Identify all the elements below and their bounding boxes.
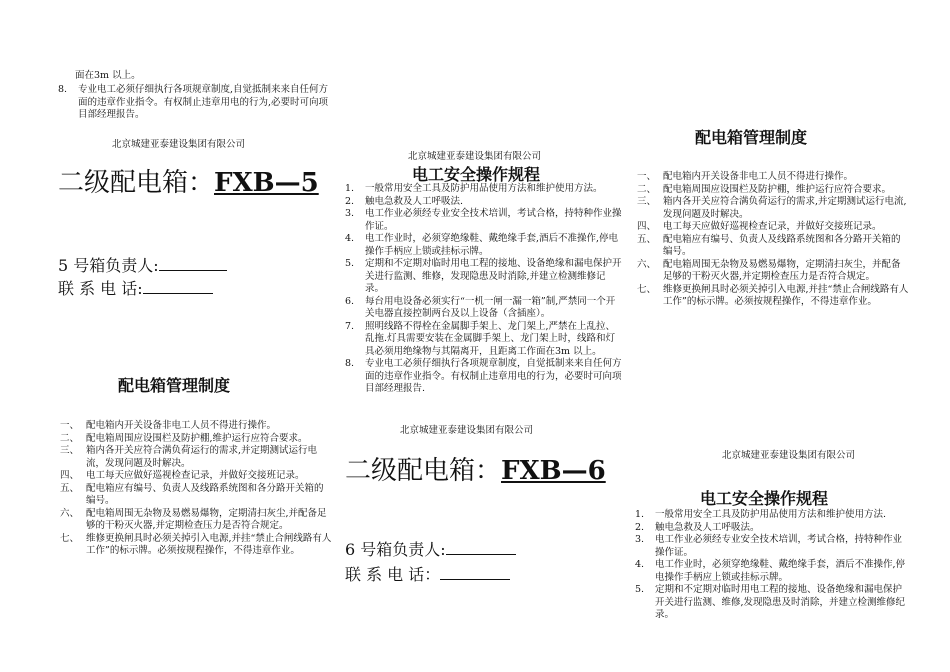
box-code: FXB—6: [501, 456, 606, 486]
list-item: [60, 420, 332, 433]
list-item: [60, 470, 332, 483]
responsible-person-5: [58, 253, 227, 276]
item-text: 箱内各开关应符合满负荷运行的需求,并定期测试运行电流，发现问题及时解决。: [86, 445, 318, 469]
col1-continuation-line: 面在3m 以上。: [75, 70, 141, 81]
col1-mgmt-list: [60, 420, 332, 558]
item-text: 配电箱应有编号、负责人及线路系统图和各分路开关箱的编号。: [663, 233, 901, 257]
col3-rules-list: [635, 509, 907, 622]
item-number: 3.: [635, 534, 645, 545]
item-number: 一、: [60, 420, 80, 431]
list-item: [345, 358, 623, 396]
box-title-fxb6: [345, 450, 606, 487]
list-item: [345, 233, 623, 258]
item-text: 专业电工必须仔细执行各项规章制度，自觉抵制来来自任何方面的违章作业指令。有权制止违章用电的行为，必要时可向项目部经理报告.: [365, 358, 622, 394]
item-text: 配电箱应有编号、负责人及线路系统图和各分路开关箱的编号。: [86, 482, 324, 506]
item-number: 8.: [345, 358, 355, 369]
item-number: 3.: [345, 208, 355, 219]
col1-rules-tail: [58, 84, 336, 122]
item-number: 二、: [637, 183, 657, 195]
item-text: 电工作业必须经专业安全技术培训，考试合格，持特种作业操作证。: [365, 208, 622, 232]
item-number: 三、: [60, 445, 80, 456]
item-number: 四、: [60, 470, 80, 481]
responsible-blank: [159, 256, 227, 271]
item-number: 8.: [58, 84, 68, 95]
phone-label: 联 系 电 话:: [58, 279, 143, 298]
item-text: 配电箱周围无杂物及易燃易爆物，定期清扫灰尘，并配备足够的干粉灭火器,并定期检查压力是否符合规定。: [663, 258, 901, 282]
item-number: 6.: [345, 295, 355, 307]
responsible-label: 5 号箱负责人:: [58, 256, 159, 275]
item-number: 三、: [637, 196, 657, 207]
contact-phone-6: [345, 562, 510, 585]
contact-phone-5: [58, 276, 213, 299]
list-item: [345, 321, 623, 359]
item-text: 配电箱内开关设备非电工人员不得进行操作。: [86, 420, 277, 431]
mgmt-title: 配电箱管理制度: [118, 376, 231, 395]
list-item: [637, 221, 909, 234]
list-item: [635, 559, 907, 584]
item-number: 二、: [60, 432, 80, 444]
item-text: 电工每天应做好巡视检查记录，并做好交接班记录。: [86, 470, 305, 481]
item-text: 照明线路不得栓在金属脚手架上、龙门架上,严禁在上乱拉、乱拖.灯具需要安装在金属脚手架上、龙门架上时，线路和灯具必须用绝缘物与其隔离开，且距离工作面在3m 以上。: [365, 320, 616, 357]
list-item: [637, 196, 909, 221]
list-item: [345, 208, 623, 233]
item-number: 五、: [637, 233, 657, 245]
item-text: 电工作业必须经专业安全技术培训，考试合格，持特种作业操作证。: [655, 534, 903, 558]
item-text: 维修更换闸具时必须关掉引入电源,并挂“禁止合闸线路有人工作”的标示牌。必须按规程操作，不得违章作业。: [663, 283, 909, 307]
item-number: 7.: [345, 320, 355, 332]
item-number: 六、: [637, 258, 657, 270]
box-title-fxb5: [58, 162, 319, 199]
org-name: 北京城建亚泰建设集团有限公司: [408, 151, 542, 162]
item-number: 七、: [637, 283, 657, 295]
list-item: [60, 433, 332, 446]
list-item: [345, 183, 623, 196]
item-text: 维修更换闸具时必须关掉引入电源,并挂“禁止合闸线路有人工作”的标示牌。必须按规程操作，不得违章作业。: [86, 532, 332, 556]
item-text: 每台用电设备必须实行“一机一闸一漏一箱”制,严禁同一个开关电器直接控制两台及以上设备（含插座）。: [365, 295, 616, 319]
box-title-prefix: 二级配电箱：: [345, 456, 502, 486]
list-item: [637, 259, 909, 284]
item-text: 一般常用安全工具及防护用品使用方法和维护使用方法。: [365, 183, 603, 194]
col2-rules-list: [345, 183, 623, 396]
item-text: 配电箱内开关设备非电工人员不得进行操作。: [663, 171, 854, 182]
list-item: [60, 508, 332, 533]
list-item: [635, 522, 907, 535]
list-item: [635, 509, 907, 522]
phone-label: 联 系 电 话：: [345, 565, 441, 584]
item-text: 触电急救及人工呼吸法。: [655, 521, 760, 533]
list-item: [345, 258, 623, 296]
org-name: 北京城建亚泰建设集团有限公司: [112, 139, 246, 150]
item-text: 电工作业时，必须穿绝缘鞋、戴绝缘手套，酒后不准操作,停电操作手柄应上锁或挂标示牌。: [655, 559, 906, 583]
item-number: 一、: [637, 171, 657, 182]
phone-blank: [440, 565, 510, 580]
responsible-blank: [446, 540, 516, 555]
list-item: [345, 196, 623, 209]
item-text: 箱内各开关应符合满负荷运行的需求,并定期测试运行电流,发现问题及时解决。: [663, 196, 907, 220]
col3-mgmt-list: [637, 171, 909, 309]
item-text: 定期和不定期对临时用电工程的接地、设备绝缘和漏电保护开关进行监测、维修，发现隐患及时消除,并建立检测维修记录。: [365, 258, 622, 294]
list-item: [637, 171, 909, 184]
responsible-person-6: [345, 537, 516, 560]
list-item: [60, 445, 332, 470]
item-number: 2.: [345, 195, 355, 207]
item-number: 1.: [635, 509, 645, 520]
responsible-label: 6 号箱负责人:: [345, 540, 446, 559]
list-item: [637, 234, 909, 259]
item-text: 电工每天应做好巡视检查记录，并做好交接班记录。: [663, 221, 882, 232]
item-text: 专业电工必须仔细执行各项规章制度,自觉抵制来来自任何方面的违章作业指令。有权制止违章用电的行为,必要时可向项目部经理报告。: [78, 84, 329, 120]
item-number: 5.: [635, 584, 645, 595]
list-item: [635, 584, 907, 622]
item-number: 1.: [345, 183, 355, 194]
item-number: 2.: [635, 521, 645, 533]
item-number: 五、: [60, 482, 80, 494]
item-text: 一般常用安全工具及防护用品使用方法和维护使用方法.: [655, 509, 887, 520]
box-code: FXB—5: [214, 168, 319, 198]
item-number: 4.: [345, 233, 355, 244]
box-title-prefix: 二级配电箱：: [58, 168, 215, 198]
list-item: [635, 534, 907, 559]
list-item: [60, 483, 332, 508]
mgmt-title: 配电箱管理制度: [695, 128, 808, 147]
item-number: 5.: [345, 258, 355, 269]
item-text: 配电箱周围应设围栏及防护棚,维护运行应符合要求。: [86, 432, 308, 444]
item-number: 四、: [637, 221, 657, 232]
item-text: 配电箱周围应设围栏及防护棚，维护运行应符合要求。: [663, 183, 892, 195]
item-number: 七、: [60, 532, 80, 544]
org-name: 北京城建亚泰建设集团有限公司: [722, 450, 856, 461]
org-name: 北京城建亚泰建设集团有限公司: [400, 425, 534, 436]
item-number: 4.: [635, 559, 645, 570]
list-item: [637, 184, 909, 197]
rules-title: 电工安全操作规程: [700, 489, 829, 508]
rules-title: 电工安全操作规程: [412, 165, 541, 184]
item-text: 触电急救及人工呼吸法.: [365, 195, 464, 207]
list-item: [637, 284, 909, 309]
list-item: [58, 84, 336, 122]
phone-blank: [143, 279, 213, 294]
list-item: [60, 533, 332, 558]
list-item: [345, 296, 623, 321]
item-text: 定期和不定期对临时用电工程的接地、设备绝缘和漏电保护开关进行监测、维修,发现隐患及时消除，并建立检测维修纪录。: [655, 584, 906, 620]
item-number: 六、: [60, 507, 80, 519]
item-text: 配电箱周围无杂物及易燃易爆物，定期清扫灰尘,并配备足够的干粉灭火器,并定期检查压力是否符合规定。: [86, 507, 327, 531]
item-text: 电工作业时，必须穿绝缘鞋、戴绝缘手套,酒后不准操作,停电操作手柄应上锁或挂标示牌。: [365, 233, 619, 257]
